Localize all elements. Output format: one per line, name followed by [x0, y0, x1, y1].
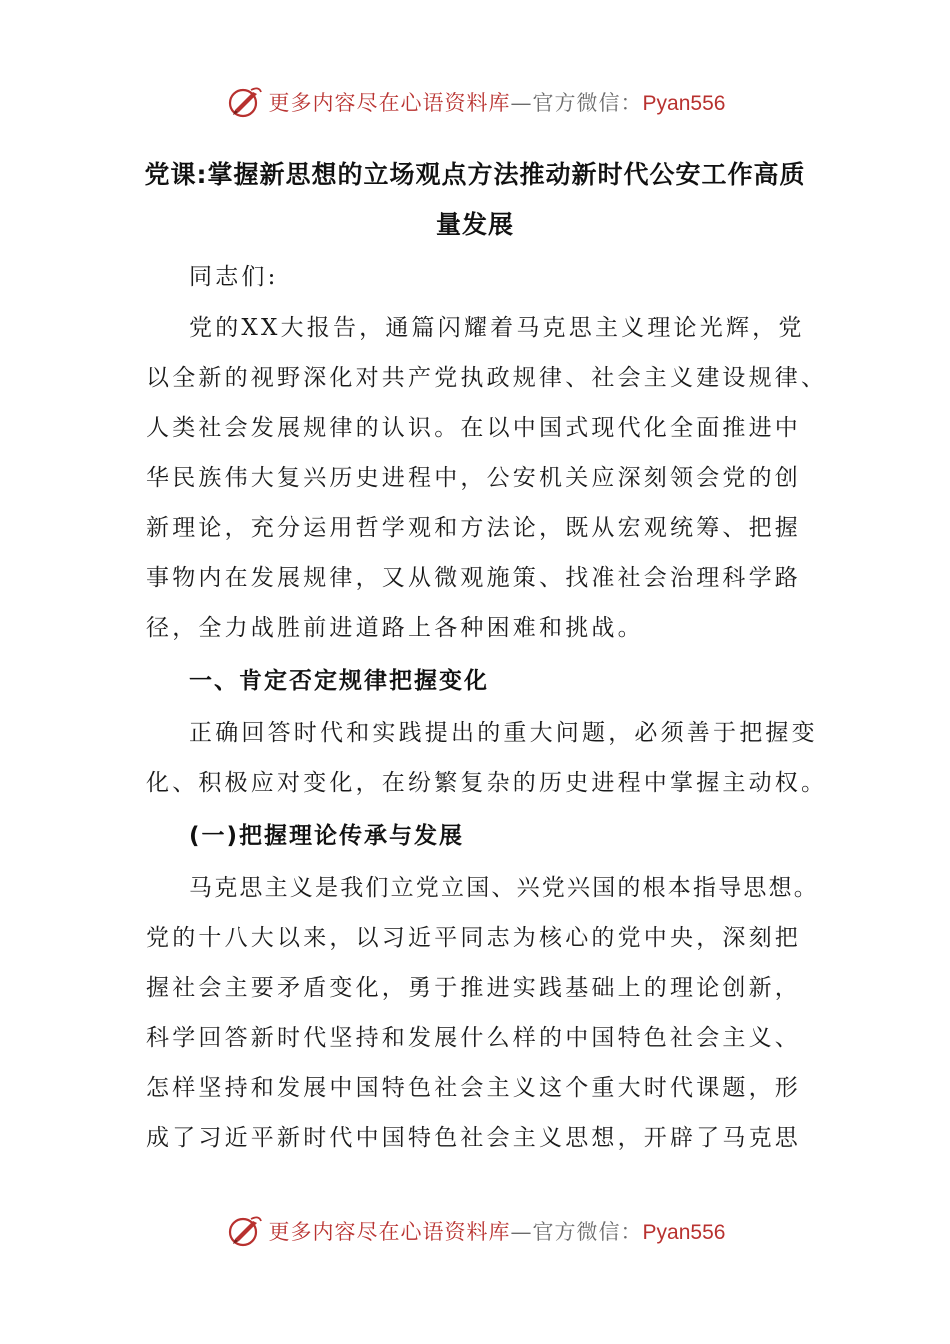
greeting: 同志们: [189, 264, 279, 290]
paragraph-1-line: 径，全力战胜前进道路上各种困难和挑战。 [146, 615, 644, 641]
paragraph-2-line: 化、积极应对变化，在纷繁复杂的历史进程中掌握主动权。 [146, 770, 828, 796]
paragraph-3-line: 握社会主要矛盾变化，勇于推进实践基础上的理论创新， [146, 975, 801, 1001]
paragraph-3-line: 成了习近平新时代中国特色社会主义思想，开辟了马克思 [146, 1125, 801, 1151]
pen-logo-icon [225, 82, 265, 122]
title-line-2: 量发展 [435, 210, 514, 239]
banner-text: 更多内容尽在心语资料库 [268, 1220, 511, 1244]
paragraph-3-line: 党的十八大以来，以习近平同志为核心的党中央，深刻把 [146, 925, 801, 951]
paragraph-2-line: 正确回答时代和实践提出的重大问题，必须善于把握变 [189, 720, 818, 746]
banner-wechat-id: Pyan556 [642, 1221, 726, 1244]
document-title [140, 150, 810, 250]
title-line-1: 党课:掌握新思想的立场观点方法推动新时代公安工作高质 [144, 160, 806, 189]
paragraph-1-line: 人类社会发展规律的认识。在以中国式现代化全面推进中 [146, 415, 801, 441]
paragraph-1-line: 以全新的视野深化对共产党执政规律、社会主义建设规律、 [146, 365, 828, 391]
paragraph-3-line: 科学回答新时代坚持和发展什么样的中国特色社会主义、 [146, 1025, 801, 1051]
paragraph-3-line: 怎样坚持和发展中国特色社会主义这个重大时代课题，形 [146, 1075, 801, 1101]
paragraph-1-line: 党的XX大报告，通篇闪耀着马克思主义理论光辉，党 [189, 315, 805, 341]
paragraph-1-line: 事物内在发展规律，又从微观施策、找准社会治理科学路 [146, 565, 801, 591]
banner-wechat-id: Pyan556 [642, 92, 726, 115]
paragraph-1-line: 新理论，充分运用哲学观和方法论，既从宏观统筹、把握 [146, 515, 801, 541]
banner-subtext: —官方微信： [510, 91, 643, 115]
paragraph-1-line: 华民族伟大复兴历史进程中，公安机关应深刻领会党的创 [146, 465, 801, 491]
banner-text: 更多内容尽在心语资料库 [268, 91, 511, 115]
paragraph-3-line: 马克思主义是我们立党立国、兴党兴国的根本指导思想。 [189, 875, 819, 901]
header-banner [0, 80, 950, 124]
section-heading-1: 一、肯定否定规律把握变化 [189, 668, 489, 694]
banner-subtext: —官方微信： [510, 1220, 643, 1244]
pen-logo-icon [225, 1211, 265, 1251]
subsection-heading-1: (一)把握理论传承与发展 [189, 823, 465, 849]
footer-banner [0, 1209, 950, 1253]
